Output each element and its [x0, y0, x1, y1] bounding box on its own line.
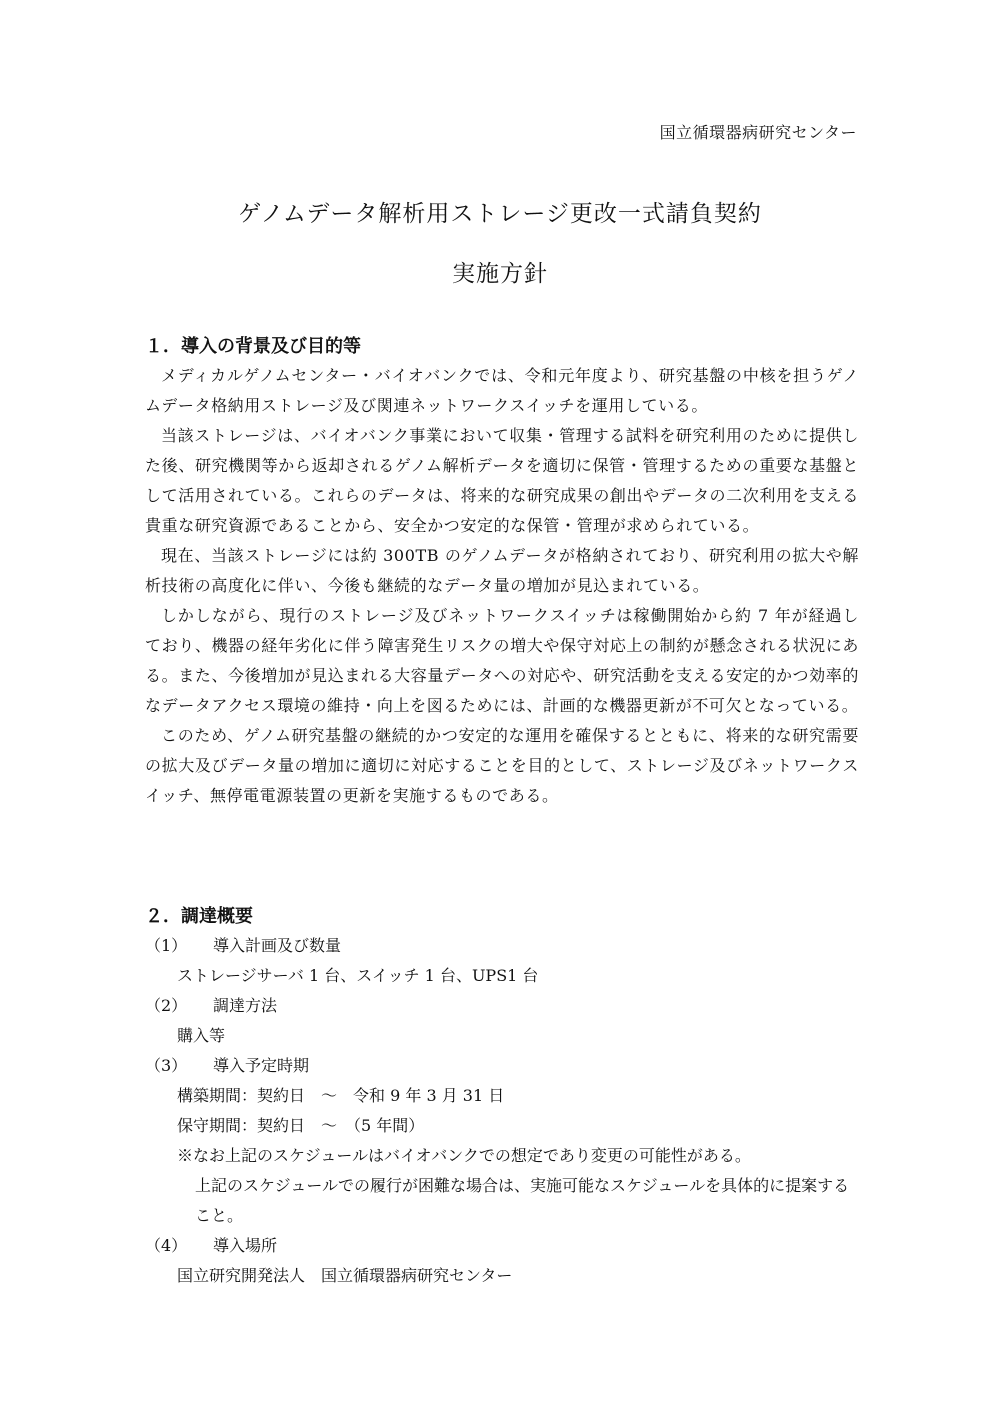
construction-period: 構築期間：契約日 ～ 令和 9 年 3 月 31 日	[177, 1086, 505, 1105]
list-item-header	[145, 1231, 859, 1261]
paragraph: このため、ゲノム研究基盤の継続的かつ安定的な運用を確保するとともに、将来的な研究需要の拡大及びデータ量の増加に適切に対応することを目的として、ストレージ及びネットワークスイッチ、無停電電源装置の更新を実施するものである。	[145, 726, 859, 805]
item-label: 導入予定時期	[213, 1056, 310, 1075]
item-number: （4）	[145, 1236, 188, 1255]
section-heading: １．導入の背景及び目的等	[145, 336, 361, 357]
item-label: 調達方法	[213, 996, 278, 1015]
document-subtitle: 実施方針	[452, 261, 548, 287]
item-body: 国立研究開発法人 国立循環器病研究センター	[177, 1266, 513, 1285]
schedule-note: ※なお上記のスケジュールはバイオバンクでの想定であり変更の可能性がある。	[177, 1146, 751, 1165]
item-number: （2）	[145, 996, 188, 1015]
schedule-note-continued: 上記のスケジュールでの履行が困難な場合は、実施可能なスケジュールを具体的に提案すること。	[195, 1176, 850, 1225]
list-item-header	[145, 991, 859, 1021]
item-number: （3）	[145, 1056, 188, 1075]
list-item-header	[145, 931, 859, 961]
paragraph: しかしながら、現行のストレージ及びネットワークスイッチは稼働開始から約 7 年が経過しており、機器の経年劣化に伴う障害発生リスクの増大や保守対応上の制約が懸念される状況にある。また、今後増加が見込まれる大容量データへの対応や、研究活動を支える安定的かつ効率的なデータアクセス環境の維持・向上を図るためには、計画的な機器更新が不可欠となっている。	[145, 606, 859, 715]
item-number: （1）	[145, 936, 188, 955]
maintenance-period: 保守期間：契約日 ～ （5 年間）	[177, 1116, 425, 1135]
section-background-purpose	[145, 333, 859, 811]
paragraph: 現在、当該ストレージには約 300TB のゲノムデータが格納されており、研究利用の拡大や解析技術の高度化に伴い、今後も継続的なデータ量の増加が見込まれている。	[145, 546, 859, 595]
organization-name: 国立循環器病研究センター	[659, 123, 857, 142]
item-body: ストレージサーバ 1 台、スイッチ 1 台、UPS1 台	[177, 966, 539, 985]
section-heading: ２．調達概要	[145, 906, 253, 927]
item-body: 購入等	[177, 1026, 226, 1045]
item-label: 導入計画及び数量	[213, 936, 342, 955]
section-procurement-overview	[145, 903, 859, 1291]
paragraph: 当該ストレージは、バイオバンク事業において収集・管理する試料を研究利用のために提供した後、研究機関等から返却されるゲノム解析データを適切に保管・管理するための重要な基盤として活用されている。これらのデータは、将来的な研究成果の創出やデータの二次利用を支える貴重な研究資源であることから、安全かつ安定的な保管・管理が求められている。	[145, 426, 859, 535]
document-title: ゲノムデータ解析用ストレージ更改一式請負契約	[238, 201, 762, 227]
list-item-header	[145, 1051, 859, 1081]
paragraph: メディカルゲノムセンター・バイオバンクでは、令和元年度より、研究基盤の中核を担うゲノムデータ格納用ストレージ及び関連ネットワークスイッチを運用している。	[145, 366, 859, 415]
item-label: 導入場所	[213, 1236, 278, 1255]
